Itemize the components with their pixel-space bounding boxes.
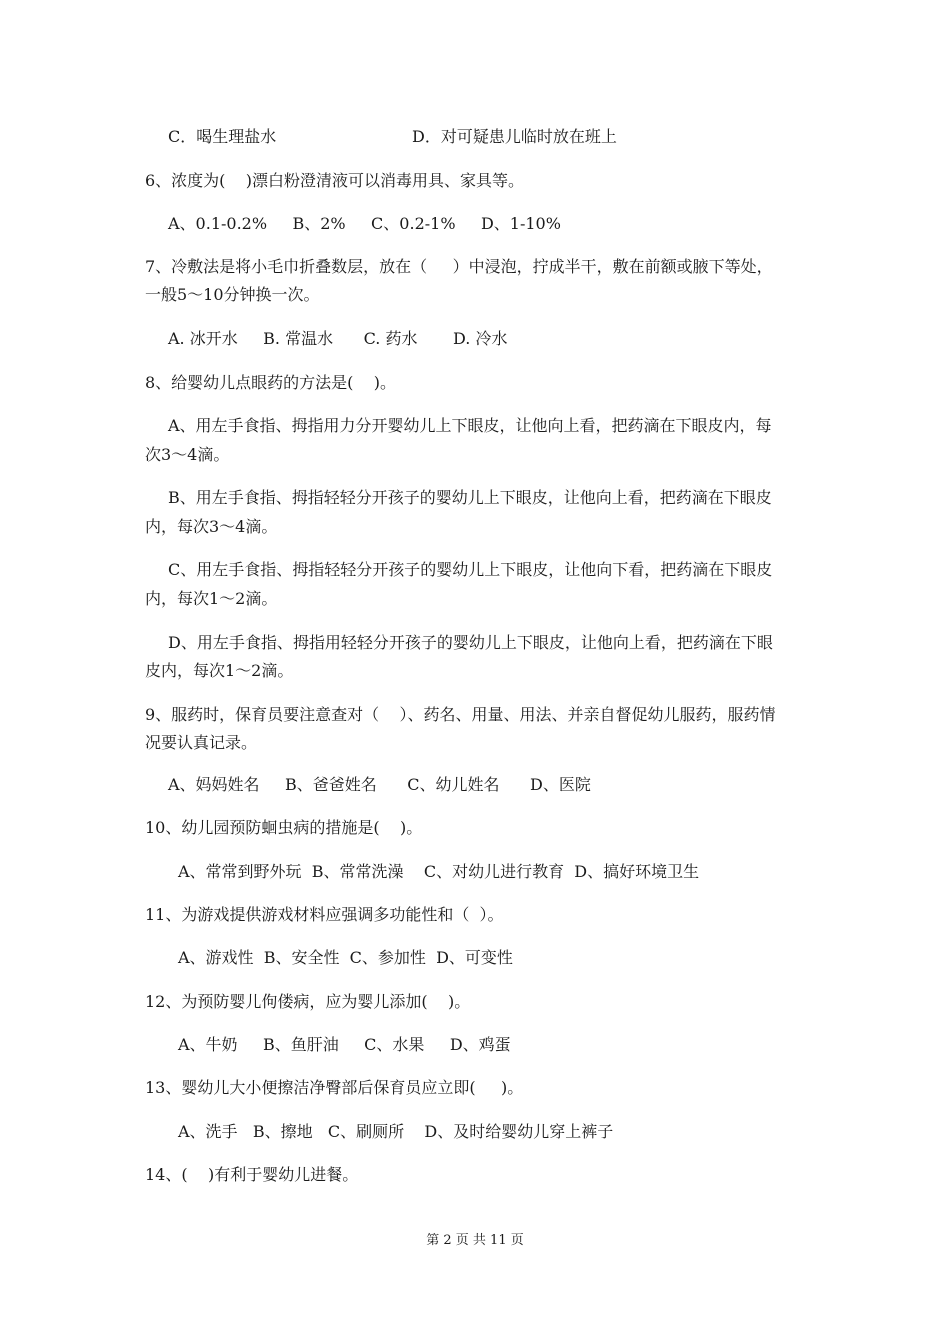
page-footer: 第 2 页 共 11 页 [426, 1233, 524, 1248]
option-8c-cont: 内，每次1～2滴。 [145, 589, 278, 608]
question-7-cont: 一般5～10分钟换一次。 [145, 285, 320, 304]
options-11: A、游戏性 B、安全性 C、参加性 D、可变性 [178, 948, 513, 967]
question-10: 10、幼儿园预防蛔虫病的措施是( )。 [145, 818, 423, 837]
question-13: 13、婴幼儿大小便擦洁净臀部后保育员应立即( )。 [145, 1078, 524, 1097]
option-8d-cont: 皮内，每次1～2滴。 [145, 661, 294, 680]
option-8d: D、用左手食指、拇指用轻轻分开孩子的婴幼儿上下眼皮，让他向上看，把药滴在下眼 [168, 633, 773, 652]
options-6: A、0.1-0.2% B、2% C、0.2-1% D、1-10% [168, 214, 561, 233]
option-8b-cont: 内，每次3～4滴。 [145, 517, 278, 536]
question-6: 6、浓度为( )漂白粉澄清液可以消毒用具、家具等。 [145, 171, 525, 190]
question-7: 7、冷敷法是将小毛巾折叠数层，放在（ ）中浸泡，拧成半干，敷在前额或腋下等处， [145, 257, 773, 276]
question-14: 14、( )有利于婴幼儿进餐。 [145, 1165, 359, 1184]
options-10: A、常常到野外玩 B、常常洗澡 C、对幼儿进行教育 D、搞好环境卫生 [178, 862, 700, 881]
option-d: D．对可疑患儿临时放在班上 [412, 127, 617, 146]
option-c: C．喝生理盐水 [168, 127, 277, 146]
option-8b: B、用左手食指、拇指轻轻分开孩子的婴幼儿上下眼皮，让他向上看，把药滴在下眼皮 [168, 488, 772, 507]
options-13: A、洗手 B、擦地 C、刷厕所 D、及时给婴幼儿穿上裤子 [178, 1122, 614, 1141]
question-12: 12、为预防婴儿佝偻病，应为婴儿添加( )。 [145, 992, 471, 1011]
question-9-cont: 况要认真记录。 [145, 733, 258, 752]
question-9: 9、服药时，保育员要注意查对（ ）、药名、用量、用法、并亲自督促幼儿服药，服药情 [145, 705, 776, 724]
option-8c: C、用左手食指、拇指轻轻分开孩子的婴幼儿上下眼皮，让他向下看，把药滴在下眼皮 [168, 560, 773, 579]
question-8: 8、给婴幼儿点眼药的方法是( )。 [145, 373, 397, 392]
options-12: A、牛奶 B、鱼肝油 C、水果 D、鸡蛋 [178, 1035, 511, 1054]
option-8a: A、用左手食指、拇指用力分开婴幼儿上下眼皮，让他向上看，把药滴在下眼皮内，每 [168, 416, 772, 435]
options-9: A、妈妈姓名 B、爸爸姓名 C、幼儿姓名 D、医院 [168, 775, 591, 794]
question-11: 11、为游戏提供游戏材料应强调多功能性和（ ）。 [145, 905, 504, 924]
option-8a-cont: 次3～4滴。 [145, 445, 230, 464]
options-7: A. 冰开水 B. 常温水 C. 药水 D. 冷水 [168, 329, 508, 348]
